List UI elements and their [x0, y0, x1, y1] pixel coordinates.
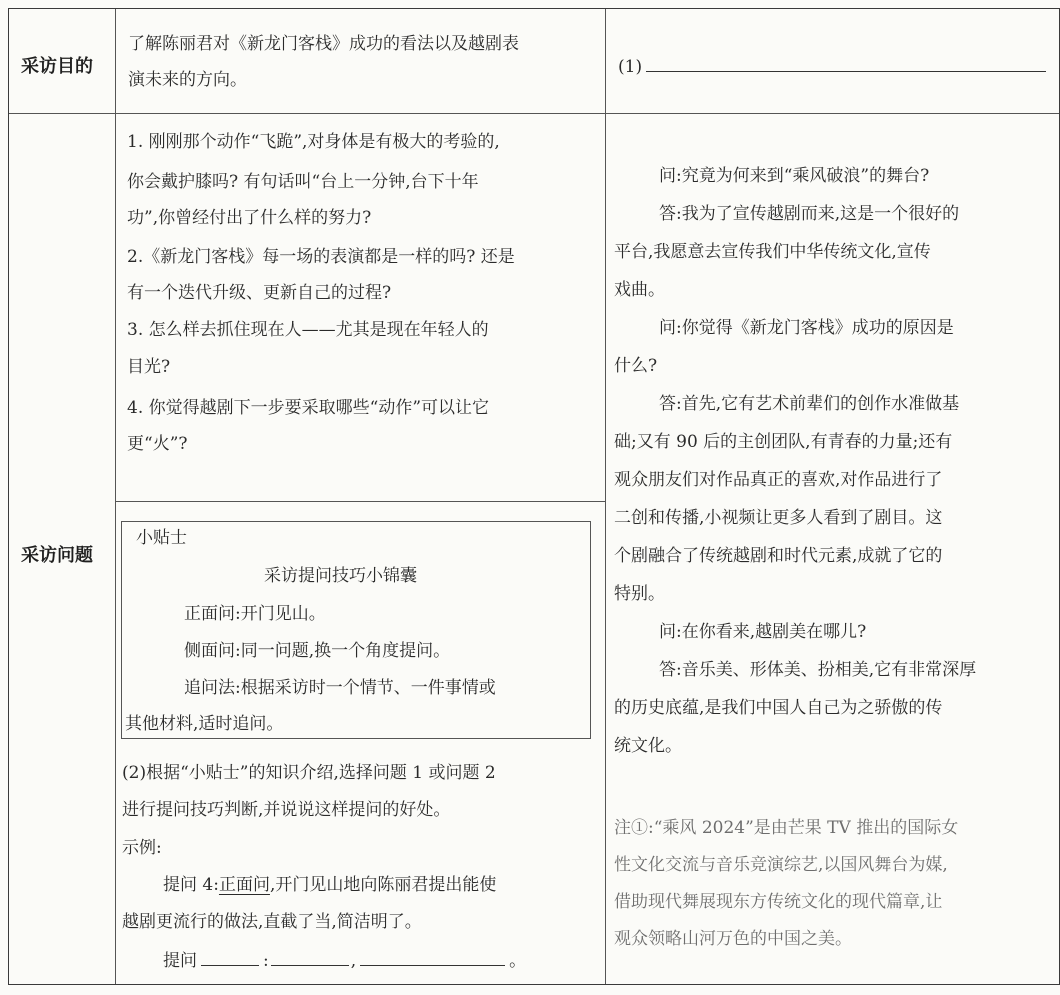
- interview-line: 问:在你看来,越剧美在哪儿?: [659, 622, 867, 642]
- tip-line: 正面问:开门见山。: [184, 604, 326, 624]
- question-line: 目光?: [127, 357, 171, 377]
- row-divider: [9, 113, 1059, 114]
- interview-line: 戏曲。: [614, 280, 665, 300]
- fill-blank-technique[interactable]: [201, 947, 259, 966]
- footnote-line: 观众领略山河万色的中国之美。: [614, 929, 852, 949]
- purpose-label: 采访目的: [21, 56, 93, 77]
- task-line: 进行提问技巧判断,并说说这样提问的好处。: [122, 800, 451, 820]
- footnote-line: 借助现代舞展现东方传统文化的现代篇章,让: [614, 892, 943, 912]
- interview-line: 答:我为了宣传越剧而来,这是一个很好的: [659, 204, 960, 224]
- example-technique: 正面问: [218, 875, 270, 895]
- interview-line: 特别。: [614, 584, 665, 604]
- purpose-line-1: 了解陈丽君对《新龙门客栈》成功的看法以及越剧表: [128, 34, 519, 54]
- fill-blank-benefit[interactable]: [360, 947, 505, 966]
- interview-line: 平台,我愿意去宣传我们中华传统文化,宣传: [614, 242, 931, 262]
- fill-colon: :: [263, 951, 269, 971]
- question-line: 3. 怎么样去抓住现在人——尤其是现在年轻人的: [127, 320, 489, 340]
- interview-line: 二创和传播,小视频让更多人看到了剧目。这: [614, 508, 943, 528]
- footnote-line: 注①:“乘风 2024”是由芒果 TV 推出的国际女: [614, 818, 959, 838]
- fill-prefix: 提问: [163, 951, 197, 971]
- interview-line: 础;又有 90 后的主创团队,有青春的力量;还有: [614, 432, 953, 452]
- task-line: (2)根据“小贴士”的知识介绍,选择问题 1 或问题 2: [122, 763, 496, 783]
- question-line: 有一个迭代升级、更新自己的过程?: [127, 283, 392, 303]
- interview-line: 答:音乐美、形体美、扮相美,它有非常深厚: [659, 660, 977, 680]
- answer-blank-prefix: (1): [618, 57, 643, 77]
- interview-line: 个剧融合了传统越剧和时代元素,成就了它的: [614, 546, 943, 566]
- fill-comma: ,: [350, 951, 357, 971]
- tip-line: 侧面问:同一问题,换一个角度提问。: [184, 641, 451, 661]
- interview-line: 答:首先,它有艺术前辈们的创作水准做基: [659, 394, 960, 414]
- interview-line: 观众朋友们对作品真正的喜欢,对作品进行了: [614, 470, 943, 490]
- tip-line: 其他材料,适时追问。: [125, 714, 284, 734]
- fill-end: 。: [509, 951, 527, 971]
- example-label: 示例:: [122, 838, 162, 858]
- example-line-1: [163, 868, 496, 902]
- question-line: 1. 刚刚那个动作“飞跪”,对身体是有极大的考验的,: [127, 132, 500, 152]
- column-divider-right: [605, 9, 606, 984]
- fill-blank-question[interactable]: [271, 947, 349, 966]
- answer-blank-1[interactable]: [618, 50, 1046, 84]
- question-line: 你会戴护膝吗? 有句话叫“台上一分钟,台下十年: [127, 172, 479, 192]
- question-line: 2.《新龙门客栈》每一场的表演都是一样的吗? 还是: [127, 247, 515, 267]
- interview-line: 的历史底蕴,是我们中国人自己为之骄傲的传: [614, 698, 943, 718]
- question-line: 4. 你觉得越剧下一步要采取哪些“动作”可以让它: [127, 398, 490, 418]
- footnote-line: 性文化交流与音乐竞演综艺,以国风舞台为媒,: [614, 855, 948, 875]
- question-line: 更“火”?: [127, 434, 188, 454]
- fill-in-line: [163, 944, 526, 978]
- example-line-2: 越剧更流行的做法,直截了当,简洁明了。: [122, 912, 422, 932]
- question-line: 功”,你曾经付出了什么样的努力?: [127, 208, 372, 228]
- interview-line: 统文化。: [614, 736, 682, 756]
- tip-line: 追问法:根据采访时一个情节、一件事情或: [184, 678, 496, 698]
- interview-line: 问:究竟为何来到“乘风破浪”的舞台?: [659, 166, 930, 186]
- column-divider-left: [115, 9, 116, 984]
- questions-label: 采访问题: [21, 545, 93, 566]
- tips-title: 采访提问技巧小锦囊: [264, 566, 417, 586]
- tips-header: 小贴士: [136, 528, 187, 548]
- interview-line: 问:你觉得《新龙门客栈》成功的原因是: [659, 318, 954, 338]
- purpose-line-2: 演未来的方向。: [128, 70, 247, 90]
- interview-line: 什么?: [614, 356, 658, 376]
- questions-divider: [116, 501, 605, 502]
- example-prefix: 提问 4:: [163, 875, 219, 895]
- example-rest: ,开门见山地向陈丽君提出能使: [269, 875, 497, 895]
- answer-blank-line[interactable]: [646, 53, 1046, 72]
